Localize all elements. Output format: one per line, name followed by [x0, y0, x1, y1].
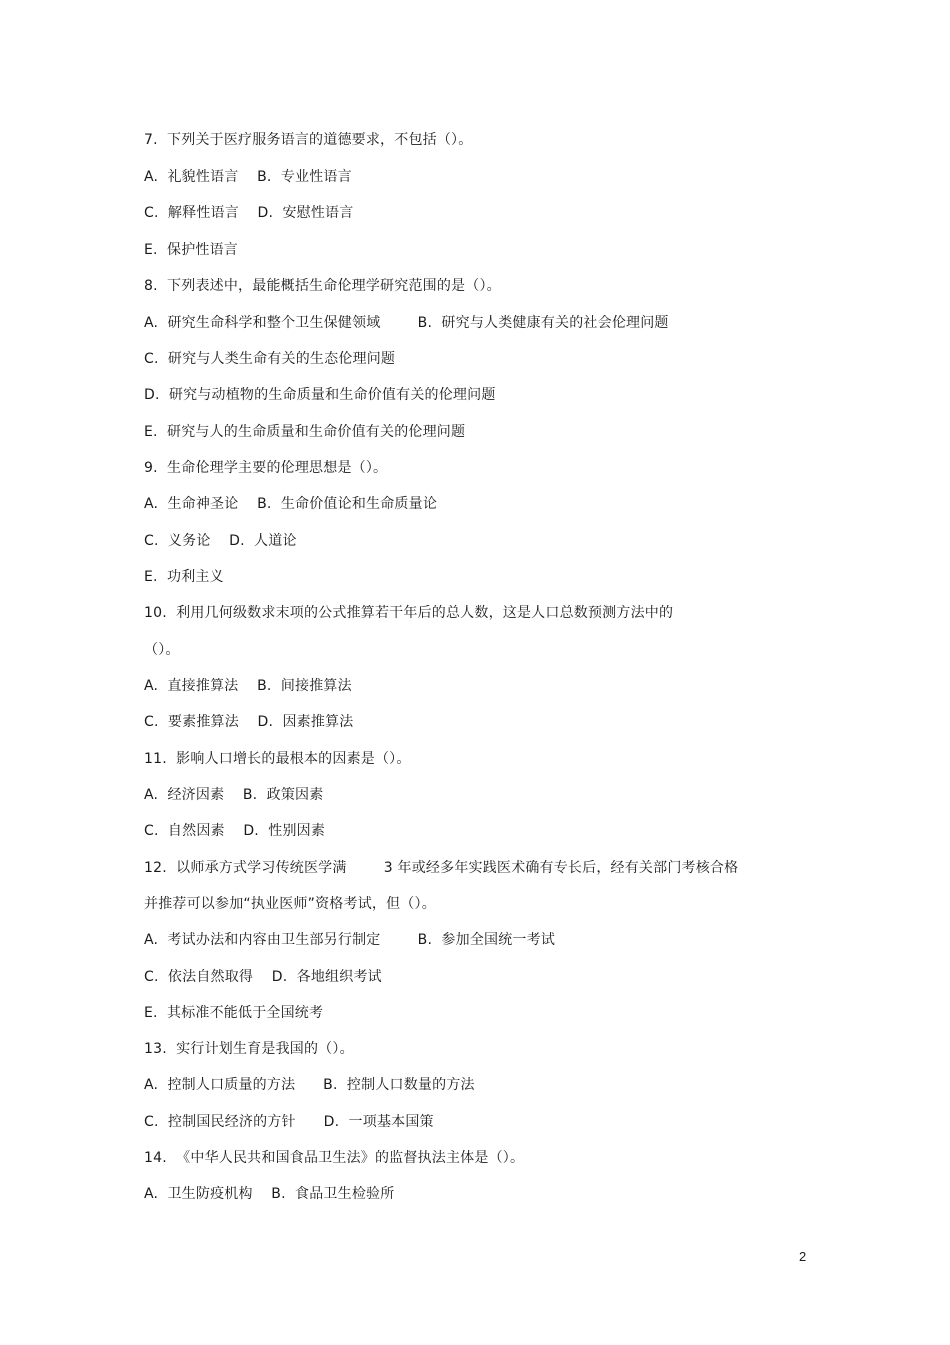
- text-line: 14. 《中华人民共和国食品卫生法》的监督执法主体是（）。: [144, 1150, 525, 1166]
- text-line: C. 控制国民经济的方针 D. 一项基本国策: [144, 1114, 434, 1130]
- text-line: E. 功利主义: [144, 569, 224, 585]
- text-line: 8. 下列表述中，最能概括生命伦理学研究范围的是（）。: [144, 278, 501, 294]
- text-line: C. 义务论 D. 人道论: [144, 533, 297, 549]
- text-line: A. 研究生命科学和整个卫生保健领域 B. 研究与人类健康有关的社会伦理问题: [144, 315, 669, 331]
- text-line: （）。: [144, 642, 180, 658]
- text-line: 11. 影响人口增长的最根本的因素是（）。: [144, 751, 411, 767]
- text-line: A. 经济因素 B. 政策因素: [144, 787, 324, 803]
- text-line: 13. 实行计划生育是我国的（）。: [144, 1041, 354, 1057]
- text-line: A. 礼貌性语言 B. 专业性语言: [144, 169, 352, 185]
- text-line: 9. 生命伦理学主要的伦理思想是（）。: [144, 460, 388, 476]
- text-line: 12. 以师承方式学习传统医学满 3 年或经多年实践医术确有专长后，经有关部门考核合格: [144, 860, 739, 876]
- text-line: 并推荐可以参加“执业医师”资格考试，但（）。: [144, 896, 436, 912]
- text-line: E. 研究与人的生命质量和生命价值有关的伦理问题: [144, 424, 466, 440]
- page-number: 2: [799, 1249, 807, 1264]
- text-line: A. 直接推算法 B. 间接推算法: [144, 678, 352, 694]
- text-line: A. 考试办法和内容由卫生部另行制定 B. 参加全国统一考试: [144, 932, 556, 948]
- text-line: C. 研究与人类生命有关的生态伦理问题: [144, 351, 396, 367]
- text-line: C. 要素推算法 D. 因素推算法: [144, 714, 354, 730]
- text-line: C. 依法自然取得 D. 各地组织考试: [144, 969, 382, 985]
- text-line: A. 卫生防疫机构 B. 食品卫生检验所: [144, 1186, 395, 1202]
- text-line: A. 控制人口质量的方法 B. 控制人口数量的方法: [144, 1077, 475, 1093]
- text-line: 7. 下列关于医疗服务语言的道德要求，不包括（）。: [144, 132, 473, 148]
- text-line: E. 保护性语言: [144, 242, 238, 258]
- text-line: C. 解释性语言 D. 安慰性语言: [144, 205, 354, 221]
- text-line: A. 生命神圣论 B. 生命价值论和生命质量论: [144, 496, 438, 512]
- text-line: C. 自然因素 D. 性别因素: [144, 823, 326, 839]
- text-line: D. 研究与动植物的生命质量和生命价值有关的伦理问题: [144, 387, 496, 403]
- text-line: 10. 利用几何级数求末项的公式推算若干年后的总人数，这是人口总数预测方法中的: [144, 605, 674, 621]
- text-line: E. 其标准不能低于全国统考: [144, 1005, 324, 1021]
